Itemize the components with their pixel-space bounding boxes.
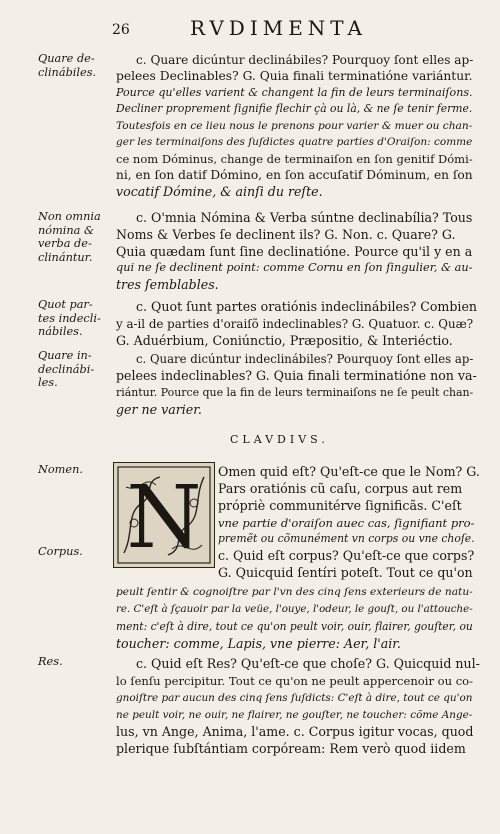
text-line: c. Quid eſt corpus? Qu'eſt-ce que corps? <box>218 548 475 563</box>
text-line: ment: c'eſt à dire, tout ce qu'on peult voir, ouir, flairer, gouſter, ou <box>116 620 473 633</box>
text-line: lo ſenſu percipitur. Tout ce qu'on ne peult appercenoir ou co- <box>116 674 474 688</box>
text-line: G. Aduérbium, Coniúnctio, Præpositio, & Interiéctio. <box>116 333 453 348</box>
page-number: 26 <box>112 22 130 38</box>
initial-letter: N <box>126 468 202 567</box>
text-line: vne partie d'oraiſon auec cas, ſignifiant pro- <box>218 516 475 530</box>
text-line: G. Quicquid ſentíri poteſt. Tout ce qu'on <box>218 565 473 580</box>
margin-note-nomen: Nomen. <box>38 463 83 476</box>
text-line: y a-il de parties d'oraiſõ indeclinables? G. Quatuor. c. Quæ? <box>116 317 474 331</box>
text-line: Pource qu'elles varient & changent la fin de leurs terminaiſons. <box>116 86 473 99</box>
section-heading: CLAVDIVS. <box>230 433 329 446</box>
text-line: própriè communitérve ſignificãs. C'eſt <box>218 498 462 513</box>
margin-note-res: Res. <box>38 655 63 668</box>
text-line: riántur. Pource que la fin de leurs terminaiſons ne ſe peult chan- <box>116 386 474 399</box>
margin-note-quot-partes: Quot par- tes indecli- nábiles. <box>38 298 101 338</box>
text-line: c. Quare dicúntur indeclinábiles? Pourquoy ſont elles ap- <box>136 352 474 366</box>
running-title: RVDIMENTA <box>190 16 367 40</box>
text-line: ger ne varier. <box>116 402 202 417</box>
text-line: peult ſentir & cognoiſtre par l'vn des cinq ſens exterieurs de natu- <box>116 585 473 598</box>
page-header <box>104 16 484 40</box>
text-line: c. Quot ſunt partes oratiónis indeclinábiles? Combien <box>136 299 478 314</box>
ornament-icon <box>114 463 214 567</box>
text-line: gnoiſtre par aucun des cinq ſens ſuſdicts: C'eſt à dire, tout ce qu'on <box>116 692 473 704</box>
text-line: pelees Declinables? G. Quia finali terminatióne variántur. <box>116 69 473 83</box>
text-line: premẽt ou cõmunément vn corps ou vne choſe. <box>218 532 475 545</box>
text-line: pelees indeclinables? G. Quia finali terminatióne non va- <box>116 368 477 383</box>
decorated-initial-n <box>113 462 215 568</box>
text-line: Noms & Verbes ſe declinent ils? G. Non. c. Quare? G. <box>116 227 456 242</box>
text-line: ne peult voir, ne ouir, ne flairer, ne gouſter, ne toucher: cõme Ange- <box>116 709 473 721</box>
text-line: re. C'eſt à ſçauoir par la veüe, l'ouye, l'odeur, le gouſt, ou l'attouche- <box>116 603 473 615</box>
text-line: Decliner proprement ſignifie flechir çà ou là, & ne ſe tenir ferme. <box>116 102 473 115</box>
text-line: plerique ſubſtántiam corpóream: Rem verò quod iidem <box>116 741 466 756</box>
text-line: c. O'mnia Nómina & Verba súntne declinabília? Tous <box>136 210 473 225</box>
text-line: toucher: comme, Lapis, vne pierre: Aer, l'air. <box>116 636 401 651</box>
text-line: lus, vn Ange, Anima, l'ame. c. Corpus igitur vocas, quod <box>116 724 474 739</box>
text-line: tres ſemblables. <box>116 277 219 292</box>
margin-note-non-omnia: Non omnia nómina & verba de- clinántur. <box>38 210 101 264</box>
text-line: qui ne ſe declinent point: comme Cornu en ſon ſingulier, & au- <box>116 261 473 274</box>
text-line: ger les terminaiſons des ſuſdictes quatre parties d'Oraiſon: comme <box>116 136 473 148</box>
text-line: Omen quid eſt? Qu'eſt-ce que le Nom? G. <box>218 464 480 479</box>
text-line: vocatif Dómine, & ainſi du reſte. <box>116 184 323 199</box>
text-line: Quia quædam ſunt ſine declinatióne. Pource qu'il y en a <box>116 244 473 259</box>
text-line: c. Quid eſt Res? Qu'eſt-ce que choſe? G. Quicquid nul- <box>136 656 480 671</box>
text-line: Toutesfois en ce lieu nous le prenons pour varier & muer ou chan- <box>116 120 473 132</box>
margin-note-corpus: Corpus. <box>38 545 83 558</box>
text-line: ni, en ſon datif Dómino, en ſon accuſatif Dóminum, en ſon <box>116 168 473 182</box>
text-line: c. Quare dicúntur declinábiles? Pourquoy ſont elles ap- <box>136 53 474 67</box>
margin-note-quare-declinabiles: Quare de- clinábiles. <box>38 52 97 79</box>
text-line: Pars oratiónis cũ caſu, corpus aut rem <box>218 481 463 496</box>
margin-note-quare-indeclinabiles: Quare in- declinábi- les. <box>38 349 95 389</box>
text-line: ce nom Dóminus, change de terminaiſon en ſon genitif Dómi- <box>116 152 473 166</box>
